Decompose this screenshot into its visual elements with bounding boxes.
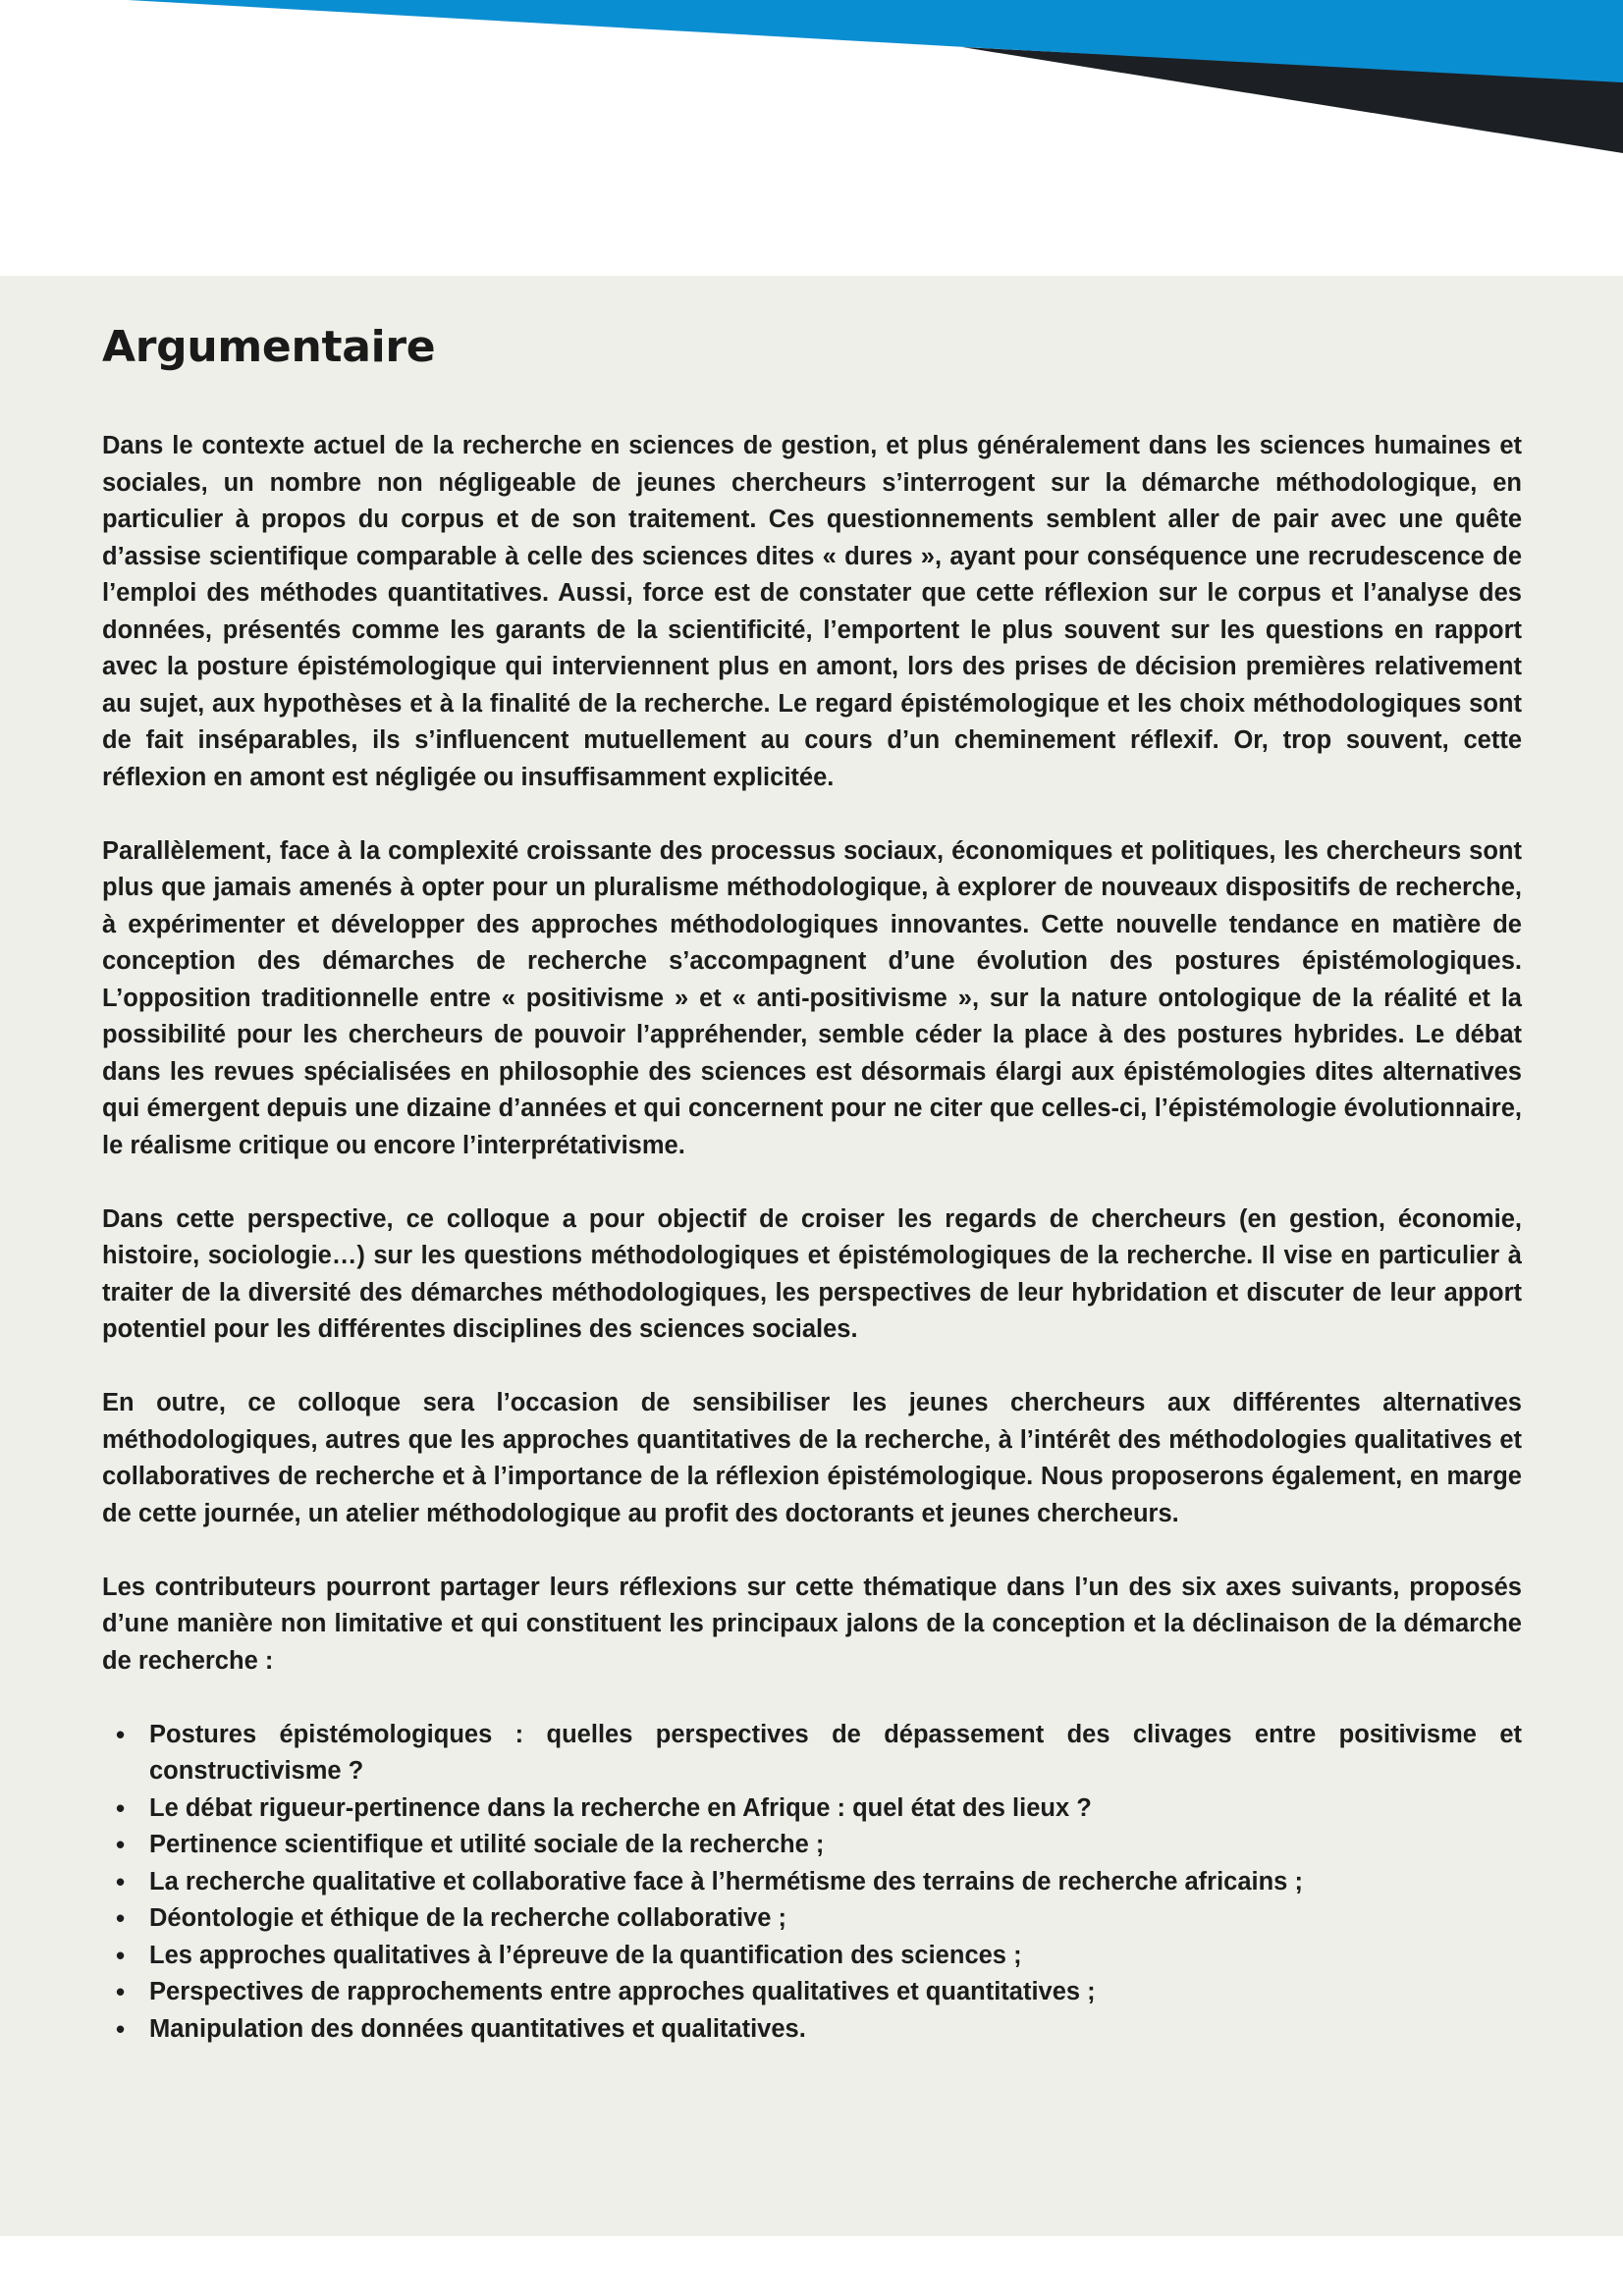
paragraph-axes-intro: Les contributeurs pourront partager leurs réflexions sur cette thématique dans l’un des six axes suivants, proposés d’une manière non limitative et qui constituent les principaux jalons de la conception et la déclinaison de la démarche de recherche :: [102, 1573, 1522, 1675]
page-title: Argumentaire: [102, 322, 436, 372]
bullet-icon: •: [116, 1830, 126, 1859]
header-banner: [0, 0, 1623, 157]
list-item-text: Perspectives de rapprochements entre approches qualitatives et quantitatives ;: [149, 1978, 1096, 2005]
paragraph-context: Dans le contexte actuel de la recherche en sciences de gestion, et plus généralement dans les sciences humaines et sociales, un nombre non négligeable de jeunes chercheurs s’interrogent sur la démarche méthodologique, en particulier à propos du corpus et de son traitement. Ces questionnements semblent aller de pair avec une quête d’assise scientifique comparable à celle des sciences dites « dures », ayant pour conséquence une recrudescence de l’emploi des méthodes quantitatives. Aussi, force est de constater que cette réflexion sur le corpus et l’analyse des données, présentés comme les garants de la scientificité, l’emportent le plus souvent sur les questions en rapport avec la posture épistémologique qui interviennent plus en amont, lors des prises de décision premières relativement au sujet, aux hypothèses et à la finalité de la recherche. Le regard épistémologique et les choix méthodologiques sont de fait inséparables, ils s’influencent mutuellement au cours d’un cheminement réflexif. Or, trop souvent, cette réflexion en amont est négligée ou insuffisamment explicitée.: [102, 432, 1522, 791]
bullet-icon: •: [116, 1940, 126, 1970]
bullet-icon: •: [116, 1792, 126, 1823]
bullet-icon: •: [116, 1719, 126, 1749]
list-item: [116, 1827, 1522, 1864]
list-item-text: Le débat rigueur-pertinence dans la recherche en Afrique : quel état des lieux ?: [149, 1793, 1092, 1822]
paragraph-young-researchers: En outre, ce colloque sera l’occasion de sensibiliser les jeunes chercheurs aux différentes alternatives méthodologiques, autres que les approches quantitatives de la recherche, à l’intérêt des méthodologies qualitatives et collaboratives de recherche et à l’importance de la réflexion épistémologique. Nous proposerons également, en marge de cette journée, un atelier méthodologique au profit des doctorants et jeunes chercheurs.: [102, 1389, 1522, 1527]
list-item: [116, 1790, 1522, 1828]
body-text: [102, 428, 1522, 2048]
list-item: [116, 1900, 1522, 1938]
banner-blue-stripe: [128, 0, 1623, 82]
bullet-icon: •: [116, 1977, 126, 2006]
paragraph-objective: Dans cette perspective, ce colloque a pour objectif de croiser les regards de chercheurs (en gestion, économie, histoire, sociologie…) sur les questions méthodologiques et épistémologiques de la recherche. Il vise en particulier à traiter de la diversité des démarches méthodologiques, les perspectives de leur hybridation et discuter de leur apport potentiel pour les différentes disciplines des sciences sociales.: [102, 1204, 1522, 1343]
list-item: [116, 1864, 1522, 1901]
list-item: [116, 2011, 1522, 2049]
list-item-text: Manipulation des données quantitatives et qualitatives.: [149, 2014, 806, 2043]
list-item-text: Pertinence scientifique et utilité sociale de la recherche ;: [149, 1831, 825, 1858]
axes-list: [102, 1717, 1522, 2049]
bullet-icon: •: [116, 2013, 126, 2044]
list-item-text: La recherche qualitative et collaborative face à l’hermétisme des terrains de recherche africains ;: [149, 1867, 1303, 1896]
list-item-text: Déontologie et éthique de la recherche collaborative ;: [149, 1904, 786, 1932]
bullet-icon: •: [116, 1866, 126, 1896]
list-item-text: Les approches qualitatives à l’épreuve de la quantification des sciences ;: [149, 1941, 1022, 1969]
paragraph-pluralism: Parallèlement, face à la complexité croissante des processus sociaux, économiques et politiques, les chercheurs sont plus que jamais amenés à opter pour un pluralisme méthodologique, à explorer de nouveaux dispositifs de recherche, à expérimenter et développer des approches méthodologiques innovantes. Cette nouvelle tendance en matière de conception des démarches de recherche s’accompagnent d’une évolution des postures épistémologiques. L’opposition traditionnelle entre « positivisme » et « anti-positivisme », sur la nature ontologique de la réalité et la possibilité pour les chercheurs de pouvoir l’appréhender, semble céder la place à des postures hybrides. Le débat dans les revues spécialisées en philosophie des sciences est désormais élargi aux épistémologies dites alternatives qui émergent depuis une dizaine d’années et qui concernent pour ne citer que celles-ci, l’épistémologie évolutionnaire, le réalisme critique ou encore l’interprétativisme.: [102, 836, 1522, 1159]
bullet-icon: •: [116, 1903, 126, 1933]
list-item-text: Postures épistémologiques : quelles perspectives de dépassement des clivages entre positivisme et constructivisme ?: [149, 1720, 1522, 1785]
list-item: [116, 1974, 1522, 2011]
list-item: [116, 1717, 1522, 1790]
list-item: [116, 1938, 1522, 1975]
